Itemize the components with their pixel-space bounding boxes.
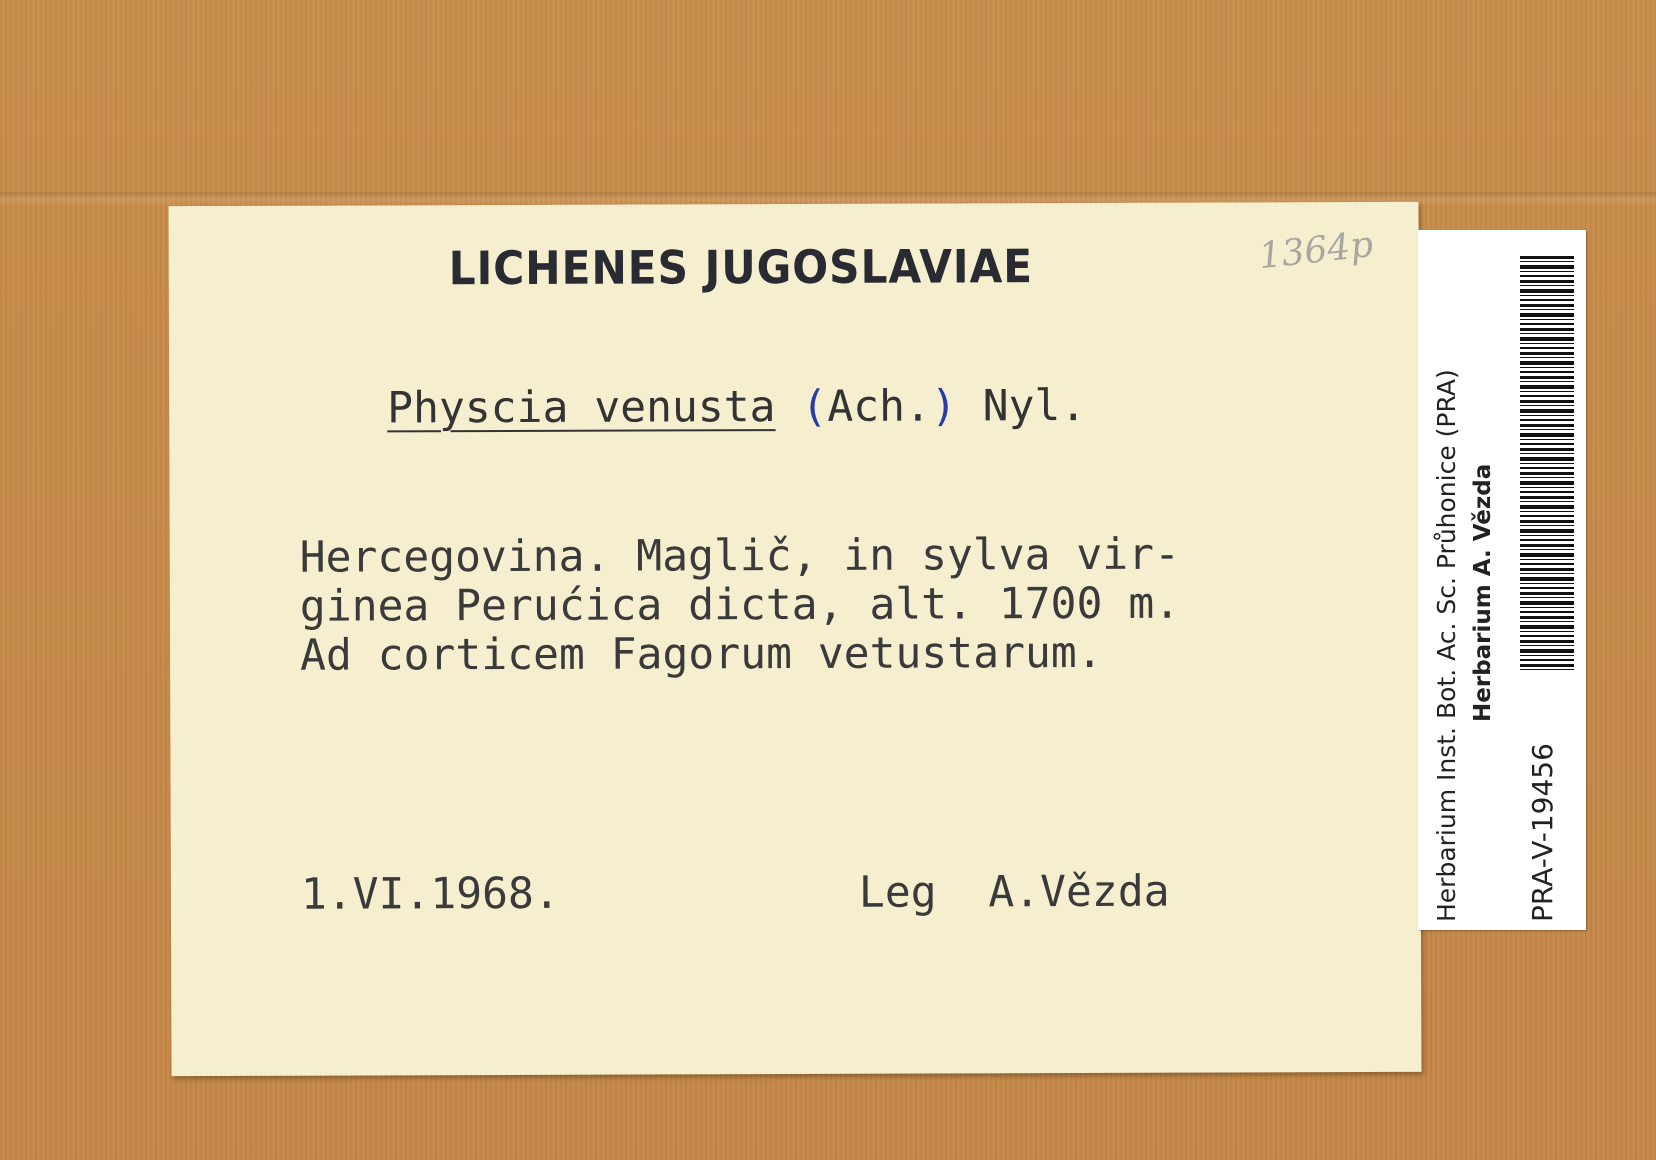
locality-line: ginea Perućica dicta, alt. 1700 m. — [299, 578, 1181, 632]
locality-text — [300, 530, 1301, 680]
barcode-label — [1418, 230, 1586, 930]
specimen-label — [168, 202, 1421, 1076]
author-basionym: Ach. — [827, 381, 931, 432]
specimen-id: PRA-V-19456 — [1526, 743, 1559, 922]
collector: Leg A.Vězda — [858, 866, 1170, 918]
locality-line: Hercegovina. Maglič, in sylva vir- — [299, 529, 1180, 583]
species-binomial: Physcia venusta — [387, 382, 776, 434]
collection-title: LICHENES JUGOSLAVIAE — [448, 239, 1034, 296]
handwritten-accession: 1364p — [1256, 224, 1376, 278]
collection-date: 1.VI.1968. — [300, 868, 560, 920]
barcode-icon — [1520, 256, 1574, 670]
herbarium-name: Herbarium A. Vězda — [1470, 463, 1496, 722]
locality-line: Ad corticem Fagorum vetustarum. — [299, 627, 1103, 681]
species-name — [387, 381, 1086, 433]
species-author: Nyl. — [982, 380, 1087, 432]
author-paren-close: ) — [930, 381, 957, 432]
institution-name: Herbarium Inst. Bot. Ac. Sc. Průhonice (PRA) — [1432, 369, 1461, 922]
author-paren-open: ( — [801, 381, 828, 432]
